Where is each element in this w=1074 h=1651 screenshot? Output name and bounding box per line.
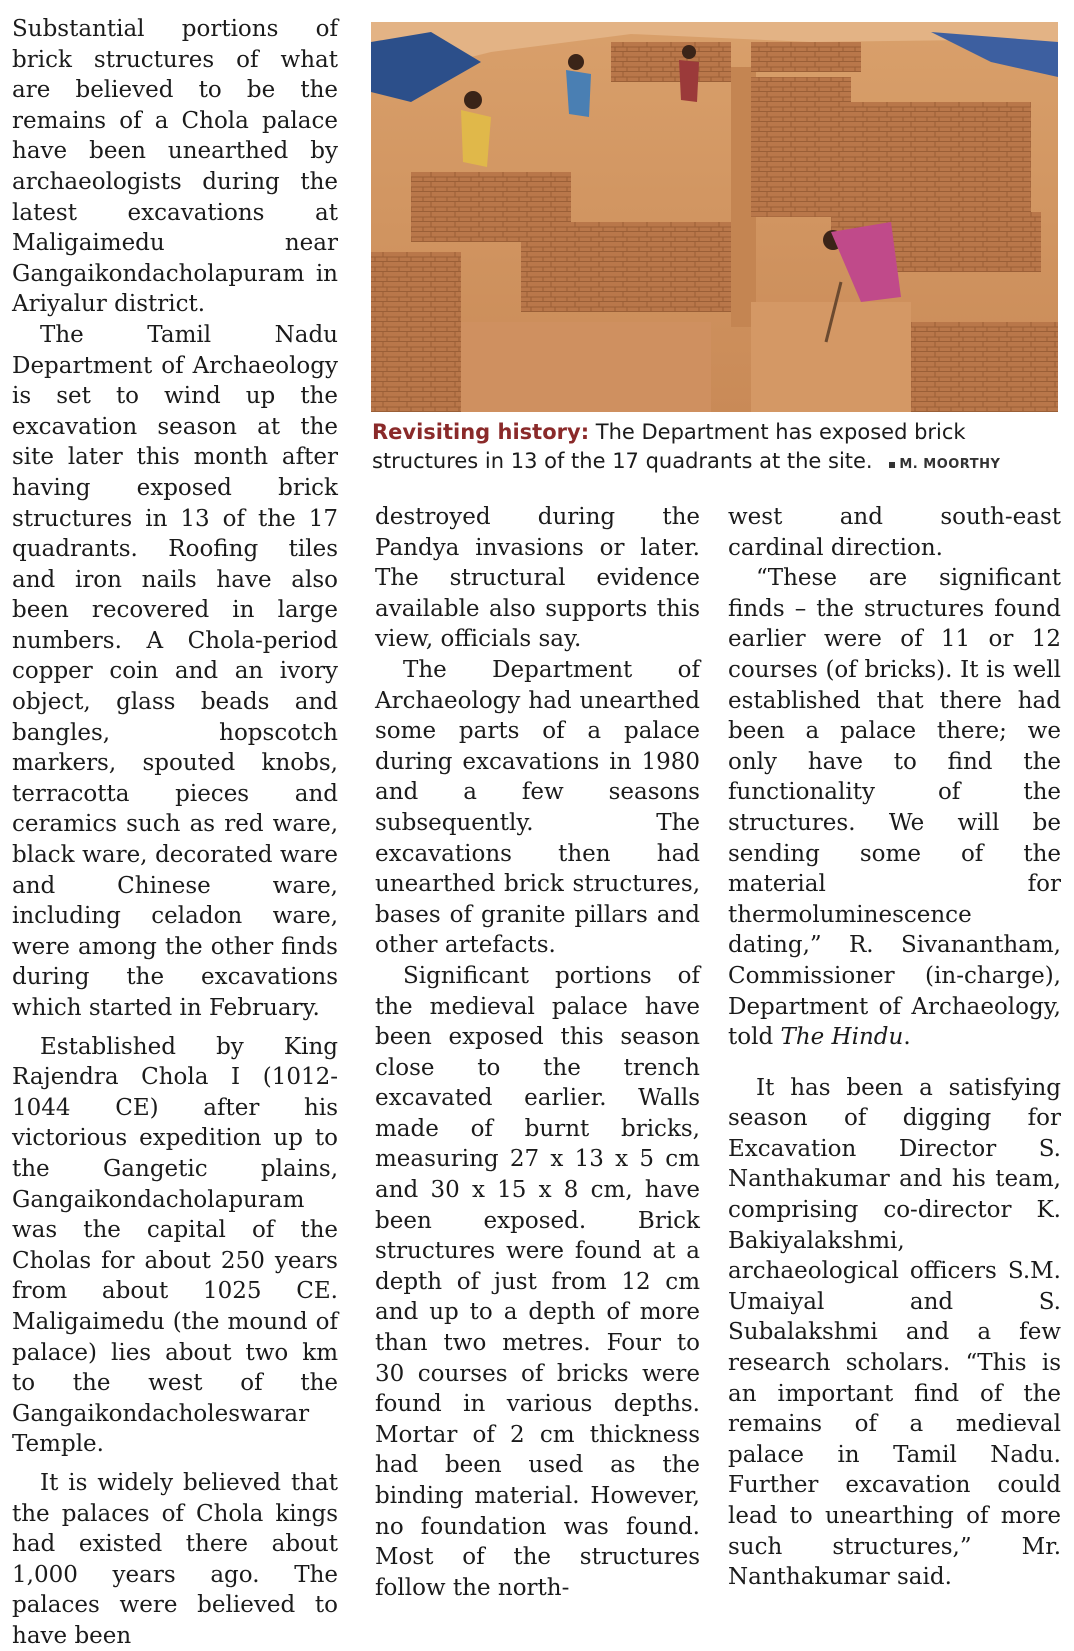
photo-credit: M. MOORTHY	[879, 457, 1000, 472]
paragraph: It has been a satisfying season of digging for Excavation Director S. Nanthakumar and his team, comprising co-director K. Bakiyalakshmi, archaeological officers S.M. Umaiyal and S. Subalakshmi and a few research scholars. “This is an important find of the remains of a medieval palace in Tamil Nadu. Further excavation could lead to unearthing of more such structures,” Mr. Nanthakumar said.	[728, 1074, 1061, 1591]
photo-caption	[372, 418, 1062, 479]
caption-lead: Revisiting history:	[372, 420, 590, 444]
article-column-1	[12, 14, 338, 1651]
article-column-3	[728, 502, 1061, 1593]
square-bullet-icon	[889, 462, 895, 468]
excavation-site-image	[371, 22, 1058, 412]
article-column-2	[375, 502, 700, 1603]
paragraph: Established by King Rajendra Chola I (1012-1044 CE) after his victorious expedition up to the Gangetic plains, Gangaikondacholapuram was the capital of the Cholas for about 250 years from about 1025 CE. Maligaimedu (the mound of palace) lies about two km to the west of the Gangaikondacholeswarar Temple.	[12, 1033, 338, 1458]
newspaper-name: The Hindu	[780, 1024, 904, 1051]
excavation-photo	[371, 22, 1058, 412]
paragraph: The Department of Archaeology had unearthed some parts of a palace during excavations in 1980 and a few seasons subsequently. The excavations then had unearthed brick structures, bases of granite pillars and other artefacts.	[375, 656, 700, 959]
paragraph: west and south-east cardinal direction.	[728, 504, 1061, 561]
paragraph: Significant portions of the medieval palace have been exposed this season close to the trench excavated earlier. Walls made of burnt bricks, measuring 27 x 13 x 5 cm and 30 x 15 x 8 cm, have been exposed. Brick structures were found at a depth of just from 12 cm and up to a depth of more than two metres. Four to 30 courses of bricks were found in various depths. Mortar of 2 cm thickness had been used as the binding material. However, no foundation was found. Most of the structures follow the north-	[375, 962, 700, 1601]
paragraph: Substantial portions of brick structures of what are believed to be the remains of a Chola palace have been unearthed by archaeologists during the latest excavations at Maligaimedu near Gangaikondacholapuram in Ariyalur district.	[12, 16, 338, 318]
paragraph: The Tamil Nadu Department of Archaeology is set to wind up the excavation season at the site later this month after having exposed brick structures in 13 of the 17 quadrants. Roofing tiles and iron nails have also been recovered in large numbers. A Chola-period copper coin and an ivory object, glass beads and bangles, hopscotch markers, spouted knobs, terracotta pieces and ceramics such as red ware, black ware, decorated ware and Chinese ware, including celadon ware, were among the other finds during the excavations which started in February.	[12, 321, 338, 1021]
paragraph: It is widely believed that the palaces of Chola kings had existed there about 1,000 years ago. The palaces were believed to have been	[12, 1469, 338, 1649]
paragraph: “These are significant finds – the structures found earlier were of 11 or 12 courses (of bricks). It is well established that there had been a palace there; we only have to find the functionality of the structures. We will be sending some of the material for thermoluminescence dating,” R. Sivanantham, Commissioner (in-charge), Department of Archaeology, told The Hindu.	[728, 565, 1061, 1051]
caption-text: The Department has exposed brick structures in 13 of the 17 quadrants at the site.	[372, 420, 966, 473]
paragraph: destroyed during the Pandya invasions or later. The structural evidence available also supports this view, officials say.	[375, 504, 700, 653]
